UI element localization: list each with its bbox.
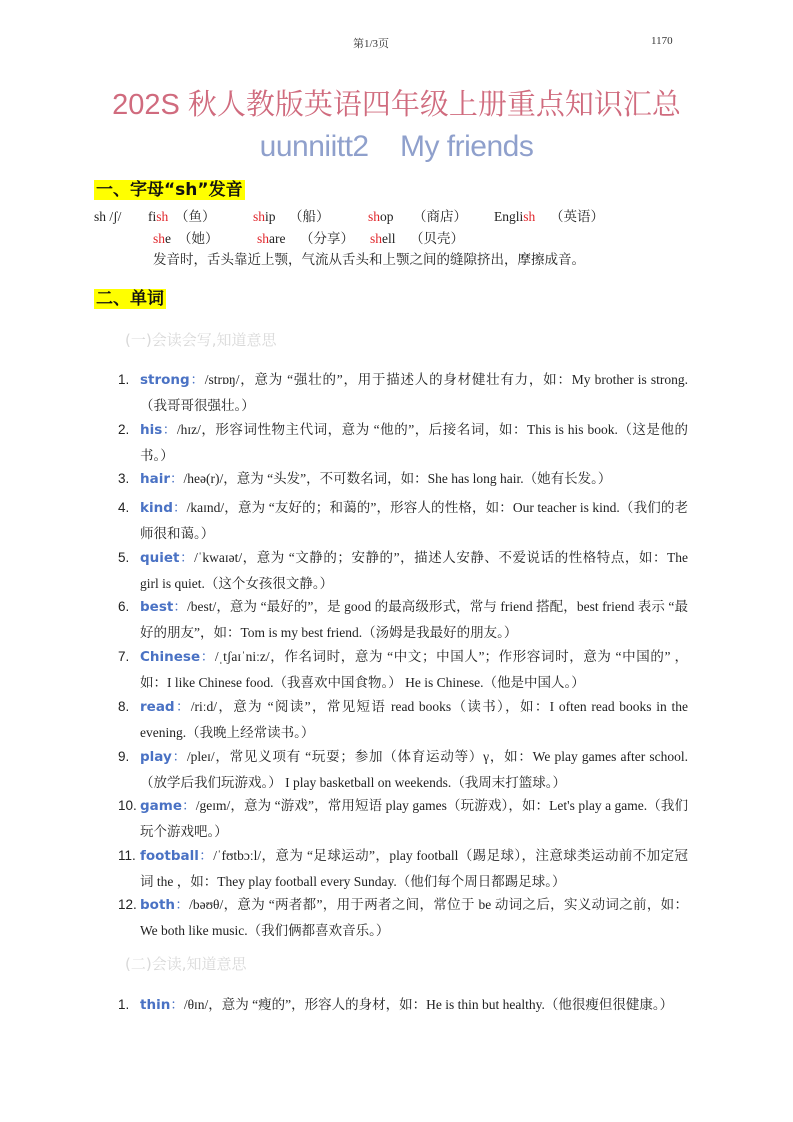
vocab-explanation: /heə(r)/，意为 “头发”，不可数名词，如：She has long hair.（她有长发。） [183, 471, 612, 486]
page-title: 202S 秋人教版英语四年级上册重点知识汇总 [112, 89, 681, 121]
sh-word: fish [148, 209, 169, 224]
vocab-item: 8. read：/riːd/，意为 “阅读”，常见短语 read books（读书），如：I often read books in the evening.（我晚上经常读书。） [118, 694, 688, 745]
vocab-item: 12. both：/bəʊθ/，意为 “两者都”，用于两者之间，常位于 be 动词之后，实义动词之前，如：We both like music.（我们俩都喜欢音乐。） [118, 892, 688, 943]
vocab-item: 1. strong：/strɒŋ/，意为 “强壮的”，用于描述人的身材健壮有力，如：My brother is strong.（我哥哥很强壮。） [118, 367, 688, 418]
vocab-word: quiet [140, 550, 180, 566]
sh-highlight: sh [156, 209, 169, 224]
vocab-explanation: /geɪm/，意为 “游戏”，常用短语 play games（玩游戏），如：Let's play a game.（我们玩个游戏吧。） [140, 798, 689, 839]
vocab-explanation: /riːd/，意为 “阅读”，常见短语 read books（读书），如：I often read books in the evening.（我晚上经常读书。） [140, 699, 688, 740]
phoneme: sh /ʃ/ [94, 209, 122, 224]
section-heading-1: 一、字母“sh”发音 [96, 180, 243, 200]
vocab-item: 3. hair：/heə(r)/，意为 “头发”，不可数名词，如：She has long hair.（她有长发。） [118, 466, 688, 492]
vocab-item: 1. thin：/θɪn/，意为 “瘦的”，形容人的身材，如：He is thin but healthy.（他很瘦但很健康。） [118, 992, 688, 1018]
vocab-item: 2. his：/hɪz/，形容词性物主代词，意为 “他的”，后接名词，如：This is his book.（这是他的书。） [118, 417, 688, 468]
item-number: 9. [118, 749, 130, 764]
page-subtitle [0, 130, 793, 164]
sh-highlight: sh [257, 231, 270, 246]
vocab-explanation: /bəʊθ/，意为 “两者都”，用于两者之间，常位于 be 动词之后，实义动词之前，如：We both like music.（我们俩都喜欢音乐。） [140, 897, 688, 938]
vocab-item: 5. quiet：/ˈkwaɪət/，意为 “文静的；安静的”，描述人安静、不爱说话的性格特点，如：The girl is quiet.（这个女孩很文静。） [118, 545, 688, 596]
subsection-heading-2: (二)会读,知道意思 [125, 955, 247, 973]
vocab-item: 6. best：/best/，意为 “最好的”，是 good 的最高级形式，常与 friend 搭配，best friend 表示 “最好的朋友”，如：Tom is my best friend.（汤姆是我最好的朋友。） [118, 594, 688, 645]
sh-word: share [257, 231, 286, 246]
sh-highlight: sh [253, 209, 266, 224]
vocab-word: best [140, 599, 174, 615]
vocab-word: read [140, 699, 175, 715]
sh-word: shop [368, 209, 394, 224]
vocab-word: both [140, 897, 176, 913]
item-number: 1. [118, 997, 130, 1012]
vocab-explanation: /strɒŋ/，意为 “强壮的”，用于描述人的身材健壮有力，如：My brother is strong.（我哥哥很强壮。） [140, 372, 688, 413]
vocab-word: Chinese [140, 649, 201, 665]
vocab-explanation: /best/，意为 “最好的”，是 good 的最高级形式，常与 friend 搭配，best friend 表示 “最好的朋友”，如：Tom is my best friend.（汤姆是我最好的朋友。） [140, 599, 689, 640]
sh-highlight: sh [523, 209, 536, 224]
unit-name: My friends [399, 130, 534, 163]
vocab-explanation: /ˈkwaɪət/，意为 “文静的；安静的”，描述人安静、不爱说话的性格特点，如：The girl is quiet.（这个女孩很文静。） [140, 550, 689, 591]
sh-highlight: sh [368, 209, 381, 224]
unit-label: uunniitt2 [259, 130, 369, 163]
item-number: 2. [118, 422, 130, 437]
vocab-item: 10. game：/geɪm/，意为 “游戏”，常用短语 play games（玩游戏），如：Let's play a game.（我们玩个游戏吧。） [118, 793, 688, 844]
item-number: 11. [118, 848, 136, 863]
sh-word: shell [370, 231, 396, 246]
subsection-heading-1: (一)会读会写,知道意思 [125, 331, 277, 349]
sh-word: ship [253, 209, 276, 224]
vocab-explanation: /ˈfʊtbɔːl/，意为 “足球运动”，play football（踢足球），注意球类运动前不加定冠词 the ，如：They play football every Sunday.（他们每个周日都踢足球。） [140, 848, 688, 889]
vocab-word: kind [140, 500, 173, 516]
sh-word-meaning: （她） [178, 231, 219, 246]
sh-word-meaning: （鱼） [175, 209, 216, 224]
sh-word: English [494, 209, 536, 224]
sh-word-meaning: （英语） [550, 209, 604, 224]
sh-word-meaning: （商店） [413, 209, 467, 224]
vocab-item: 7. Chinese：/ˌtʃaɪˈniːz/，作名词时，意为 “中文；中国人”；作形容词时，意为 “中国的” ，如：I like Chinese food.（我喜欢中国食物。） He is Chinese.（他是中国人。） [118, 644, 688, 695]
item-number: 1. [118, 372, 130, 387]
vocab-item: 4. kind：/kaɪnd/，意为 “友好的；和蔼的”，形容人的性格，如：Our teacher is kind.（我们的老师很和蔼。） [118, 495, 688, 546]
vocab-word: game [140, 798, 182, 814]
vocab-explanation: /hɪz/，形容词性物主代词，意为 “他的”，后接名词，如：This is his book.（这是他的书。） [140, 422, 688, 463]
item-number: 6. [118, 599, 130, 614]
sh-word-meaning: （船） [289, 209, 330, 224]
vocab-explanation: /pleɪ/，常见义项有 “玩耍；参加（体育运动等）γ，如：We play games after school.（放学后我们玩游戏。） I play basketball on weekends.（我周末打篮球。） [140, 749, 689, 790]
vocab-word: hair [140, 471, 171, 487]
sh-word: she [153, 231, 172, 246]
vocab-explanation: /θɪn/，意为 “瘦的”，形容人的身材，如：He is thin but healthy.（他很瘦但很健康。） [183, 997, 674, 1012]
item-number: 7. [118, 649, 130, 664]
item-number: 8. [118, 699, 130, 714]
vocab-explanation: /ˌtʃaɪˈniːz/，作名词时，意为 “中文；中国人”；作形容词时，意为 “中国的” ，如：I like Chinese food.（我喜欢中国食物。） He is Chinese.（他是中国人。） [140, 649, 688, 690]
page-label: 第1/3页 [353, 38, 390, 50]
vocab-word: play [140, 749, 172, 765]
vocab-word: strong [140, 372, 190, 388]
sh-highlight: sh [153, 231, 166, 246]
page-code: 1170 [651, 35, 673, 47]
vocab-explanation: /kaɪnd/，意为 “友好的；和蔼的”，形容人的性格，如：Our teacher is kind.（我们的老师很和蔼。） [140, 500, 688, 541]
sh-word-meaning: （分享） [300, 231, 354, 246]
vocab-item: 9. play：/pleɪ/，常见义项有 “玩耍；参加（体育运动等）γ，如：We play games after school.（放学后我们玩游戏。） I play basketball on weekends.（我周末打篮球。） [118, 744, 688, 795]
item-number: 10. [118, 798, 137, 813]
item-number: 3. [118, 471, 130, 486]
sh-highlight: sh [370, 231, 383, 246]
vocab-item: 11. football：/ˈfʊtbɔːl/，意为 “足球运动”，play football（踢足球），注意球类运动前不加定冠词 the ，如：They play football every Sunday.（他们每个周日都踢足球。） [118, 843, 688, 894]
item-number: 5. [118, 550, 130, 565]
item-number: 4. [118, 500, 130, 515]
vocab-word: thin [140, 997, 171, 1013]
section-heading-2: 二、单词 [96, 289, 164, 309]
vocab-word: football [140, 848, 199, 864]
vocab-word: his [140, 422, 163, 438]
pronunciation-note: 发音时，舌头靠近上颚，气流从舌头和上颚之间的缝隙挤出，摩擦成音。 [153, 252, 585, 267]
sh-word-meaning: （贝壳） [410, 231, 464, 246]
item-number: 12. [118, 897, 137, 912]
